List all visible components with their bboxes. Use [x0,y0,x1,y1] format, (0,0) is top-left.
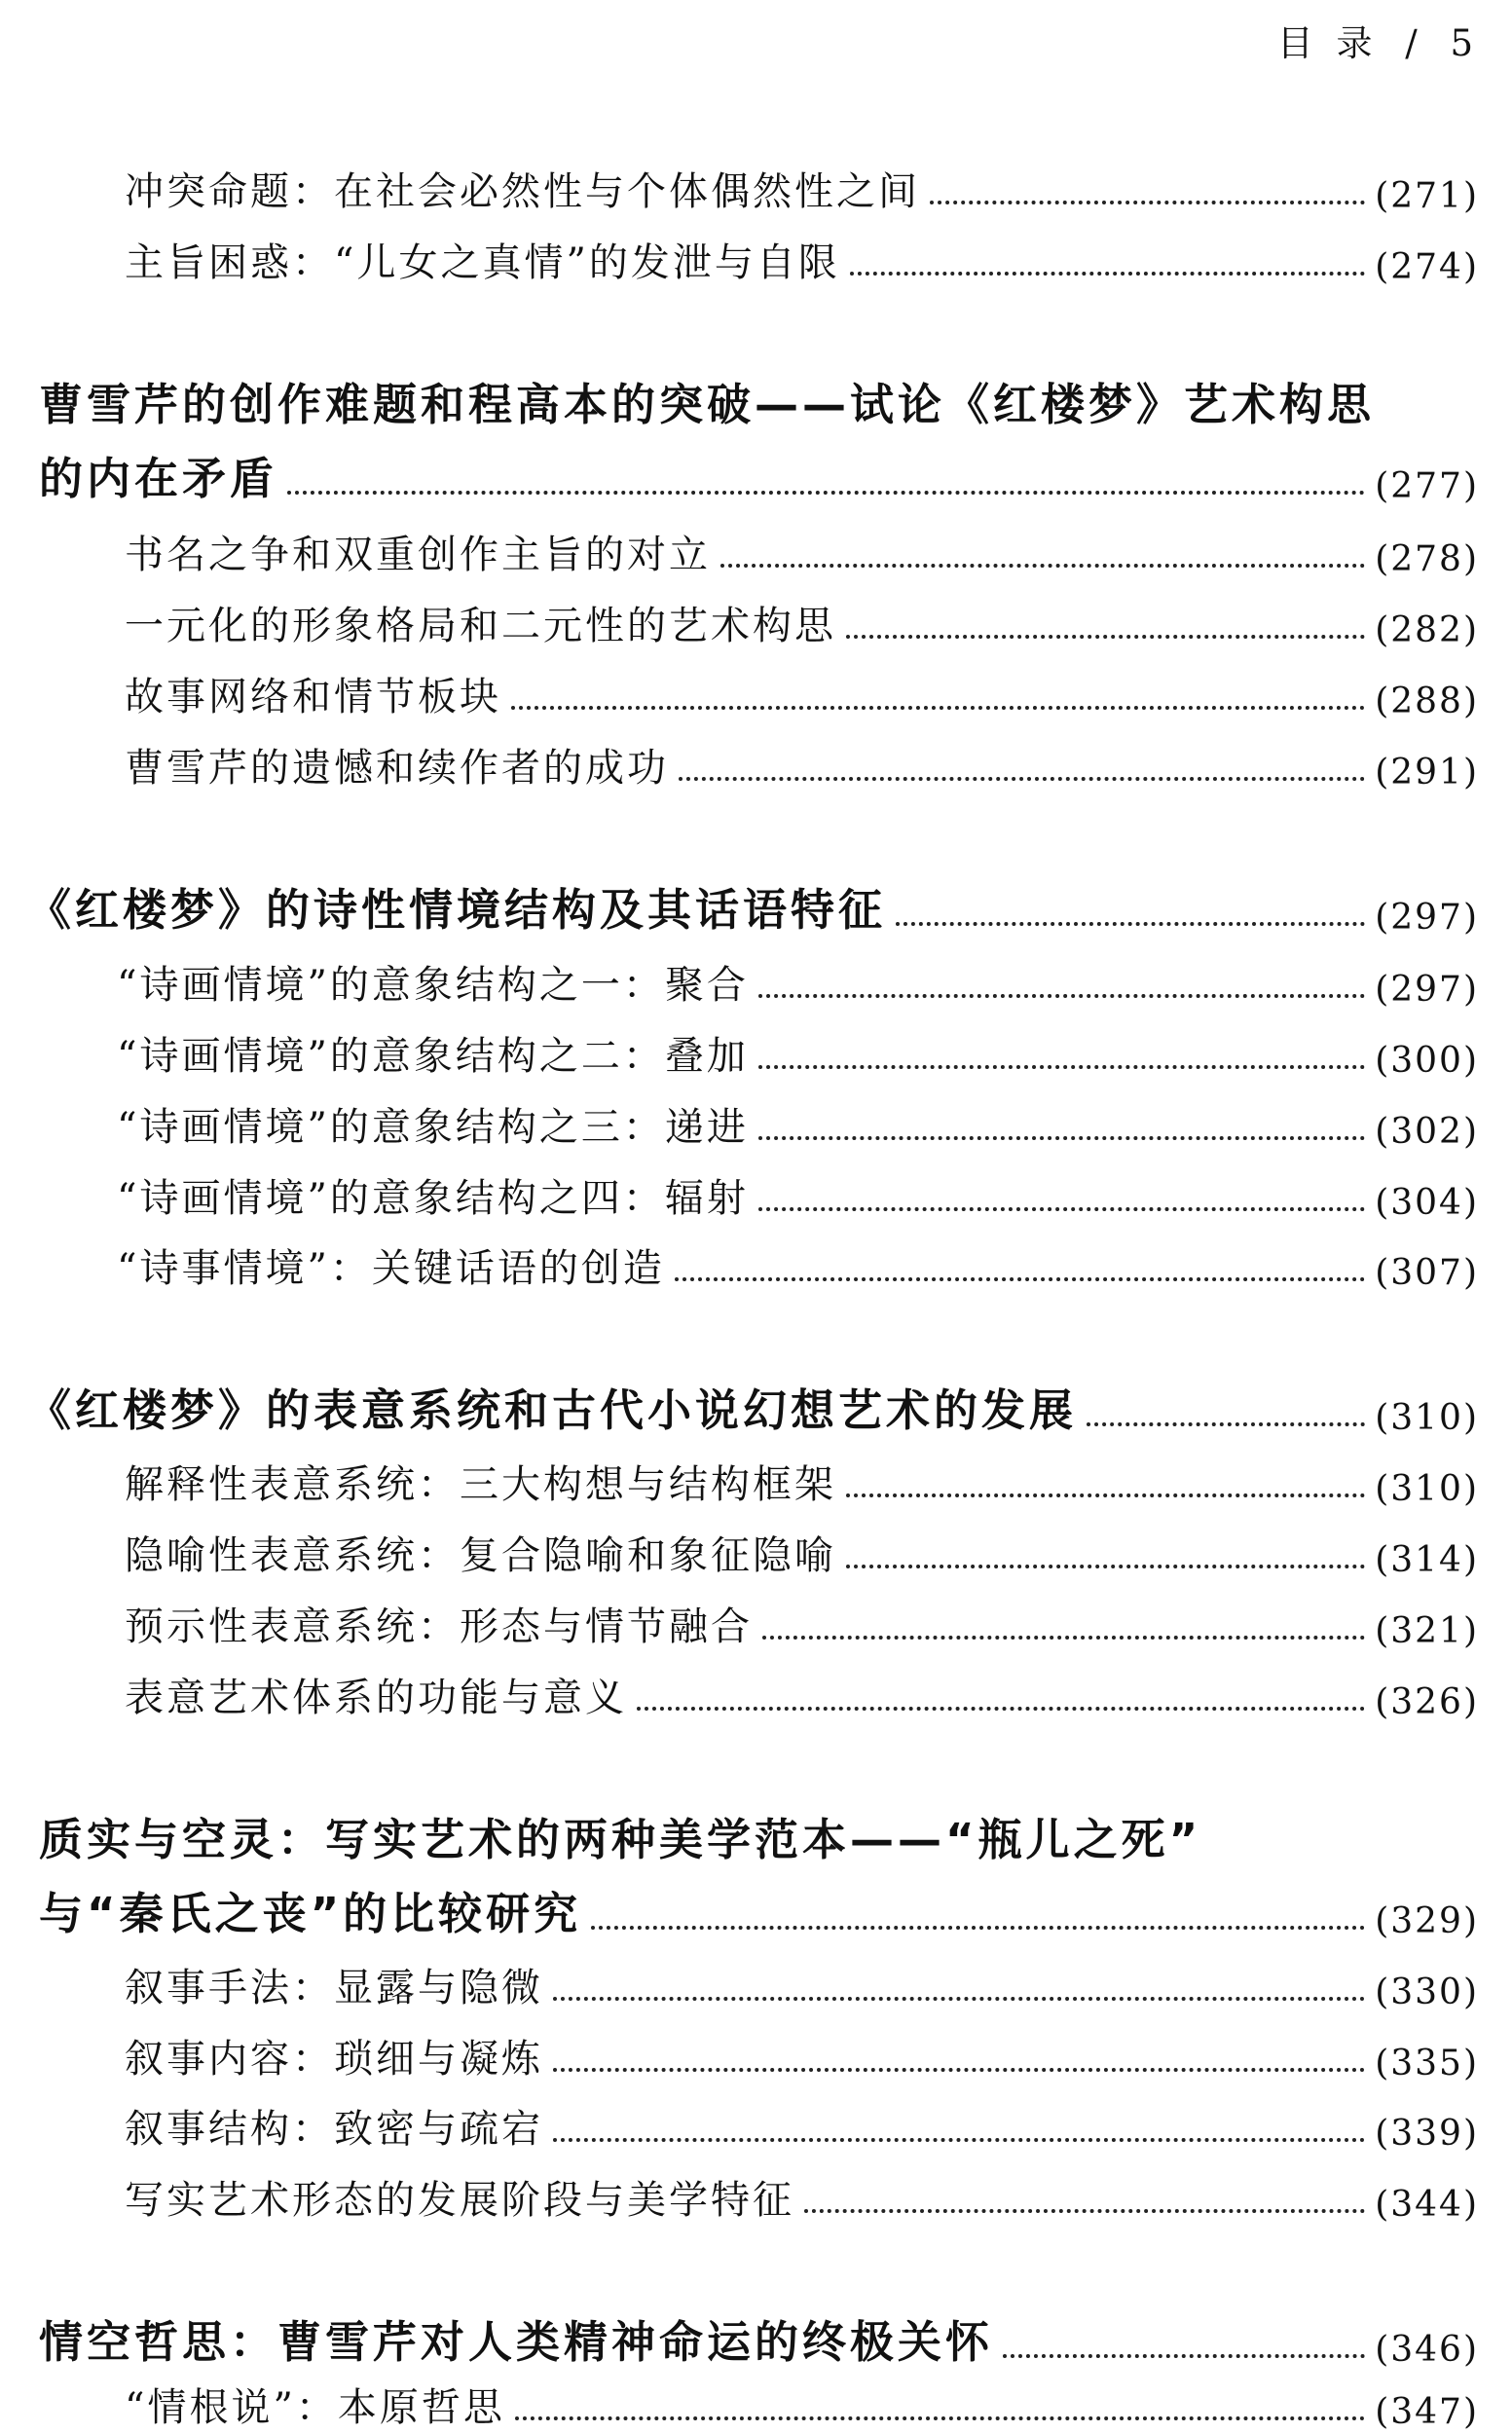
running-header [1277,14,1479,66]
dot-leader [846,635,1365,639]
dot-leader [591,1926,1365,1930]
toc-entry[interactable] [0,1022,1512,1081]
toc-entry-page: (346) [1375,2330,1479,2370]
toc-entry[interactable] [0,1235,1512,1293]
toc-entry-page: (278) [1375,539,1479,579]
toc-entry-page: (310) [1375,1398,1479,1438]
dot-leader [930,201,1365,204]
dot-leader [720,564,1365,568]
toc-entry-page: (307) [1375,1253,1479,1293]
dot-leader [553,2068,1365,2072]
toc-entry[interactable] [0,521,1512,579]
toc-entry[interactable] [0,592,1512,650]
toc-entry-title: “诗事情境”：关键话语的创造 [117,1246,665,1291]
header-page-number: 5 [1450,22,1479,64]
toc-entry-page: (329) [1375,1901,1479,1941]
toc-entry-page: (288) [1375,682,1479,721]
dot-leader [675,1277,1365,1281]
toc-entry[interactable] [0,2374,1512,2432]
toc-entry-page: (297) [1375,970,1479,1010]
toc-entry-title: 主旨困惑：“儿女之真情”的发泄与自限 [125,240,840,285]
toc-entry-page: (339) [1375,2114,1479,2154]
toc-entry-title: 写实艺术形态的发展阶段与美学特征 [125,2178,794,2223]
toc-entry-title: 叙事手法：显露与隐微 [125,1966,543,2010]
dot-leader [637,1707,1365,1711]
toc-entry[interactable] [0,734,1512,793]
toc-entry-title: 表意艺术体系的功能与意义 [125,1676,627,1720]
toc-entry-page: (271) [1375,176,1479,216]
toc-entry-title: 曹雪芹的遗憾和续作者的成功 [125,746,669,791]
toc-entry-page: (300) [1375,1041,1479,1081]
toc-chapter-title-line1[interactable] [0,1809,1512,1867]
toc-chapter[interactable] [0,879,1512,938]
toc-entry-title: 叙事内容：琐细与凝炼 [125,2037,543,2082]
toc-entry-page: (302) [1375,1112,1479,1152]
toc-entry[interactable] [0,2166,1512,2225]
dot-leader [679,777,1365,781]
toc-entry-title: 冲突命题：在社会必然性与个体偶然性之间 [125,169,920,214]
toc-chapter-title: 《红楼梦》的诗性情境结构及其话语特征 [27,884,887,936]
dot-leader [762,1636,1365,1640]
toc-entry-page: (274) [1375,247,1479,287]
toc-entry[interactable] [0,1664,1512,1722]
toc-entry[interactable] [0,1451,1512,1509]
toc-chapter-title: 曹雪芹的创作难题和程高本的突破——试论《红楼梦》艺术构思 [39,379,1376,430]
toc-entry[interactable] [0,1164,1512,1223]
dot-leader [515,2416,1365,2420]
toc-entry[interactable] [0,2025,1512,2083]
toc-entry-page: (282) [1375,610,1479,650]
toc-chapter-title: 情空哲思：曹雪芹对人类精神命运的终极关怀 [39,2316,994,2368]
toc-entry[interactable] [0,158,1512,216]
toc-chapter[interactable] [0,1380,1512,1438]
toc-entry-title: 解释性表意系统：三大构想与结构框架 [125,1462,836,1507]
toc-chapter-title: 《红楼梦》的表意系统和古代小说幻想艺术的发展 [27,1384,1078,1436]
toc-entry-page: (321) [1375,1611,1479,1651]
toc-entry[interactable] [0,1593,1512,1651]
toc-entry-page: (326) [1375,1682,1479,1722]
toc-entry-page: (297) [1375,898,1479,938]
dot-leader [511,706,1365,710]
toc-chapter[interactable] [0,1883,1512,1941]
header-section: 目 录 [1276,22,1379,64]
toc-chapter[interactable] [0,2311,1512,2370]
dot-leader [896,922,1365,926]
dot-leader [1087,1422,1365,1426]
toc-entry-title: “诗画情境”的意象结构之一：聚合 [117,963,749,1008]
dot-leader [758,994,1365,998]
toc-entry-title: 隐喻性表意系统：复合隐喻和象征隐喻 [125,1533,836,1578]
dot-leader [553,2138,1365,2142]
toc-entry-title: 故事网络和情节板块 [125,675,501,719]
toc-entry-title: “诗画情境”的意象结构之二：叠加 [117,1034,749,1079]
dot-leader [1003,2354,1365,2358]
header-separator: / [1405,22,1423,64]
dot-leader [846,1565,1365,1568]
toc-entry-page: (314) [1375,1540,1479,1580]
toc-chapter-title: 与“秦氏之丧”的比较研究 [39,1888,582,1939]
toc-chapter-title: 质实与空灵：写实艺术的两种美学范本——“瓶儿之死” [39,1814,1202,1865]
toc-chapter-title-line1[interactable] [0,374,1512,432]
dot-leader [804,2209,1365,2213]
toc-chapter[interactable] [0,448,1512,506]
toc-entry[interactable] [0,229,1512,287]
dot-leader [846,1493,1365,1497]
toc-entry[interactable] [0,1954,1512,2012]
dot-leader [287,491,1365,495]
toc-entry[interactable] [0,1093,1512,1152]
toc-entry[interactable] [0,1522,1512,1580]
toc-entry[interactable] [0,663,1512,721]
dot-leader [758,1136,1365,1140]
toc-entry-page: (330) [1375,1972,1479,2012]
toc-entry-page: (310) [1375,1469,1479,1509]
toc-chapter-title: 的内在矛盾 [39,453,278,504]
dot-leader [758,1207,1365,1211]
dot-leader [850,272,1365,276]
toc-entry-title: 书名之争和双重创作主旨的对立 [125,533,711,577]
dot-leader [553,1997,1365,2001]
toc-entry[interactable] [0,2095,1512,2154]
toc-entry-page: (347) [1375,2392,1479,2432]
toc-entry-title: “情根说”：本原哲思 [125,2385,505,2430]
toc-entry-page: (291) [1375,753,1479,793]
toc-entry-page: (344) [1375,2185,1479,2225]
toc-entry-title: 一元化的形象格局和二元性的艺术构思 [125,604,836,648]
toc-entry-title: “诗画情境”的意象结构之四：辐射 [117,1176,749,1221]
toc-entry-page: (304) [1375,1183,1479,1223]
toc-entry-title: “诗画情境”的意象结构之三：递进 [117,1105,749,1150]
toc-entry-title: 预示性表意系统：形态与情节融合 [125,1604,753,1649]
toc-entry-page: (335) [1375,2044,1479,2083]
dot-leader [758,1065,1365,1069]
toc-entry[interactable] [0,951,1512,1010]
toc-entry-page: (277) [1375,466,1479,506]
toc-entry-title: 叙事结构：致密与疏宕 [125,2107,543,2152]
